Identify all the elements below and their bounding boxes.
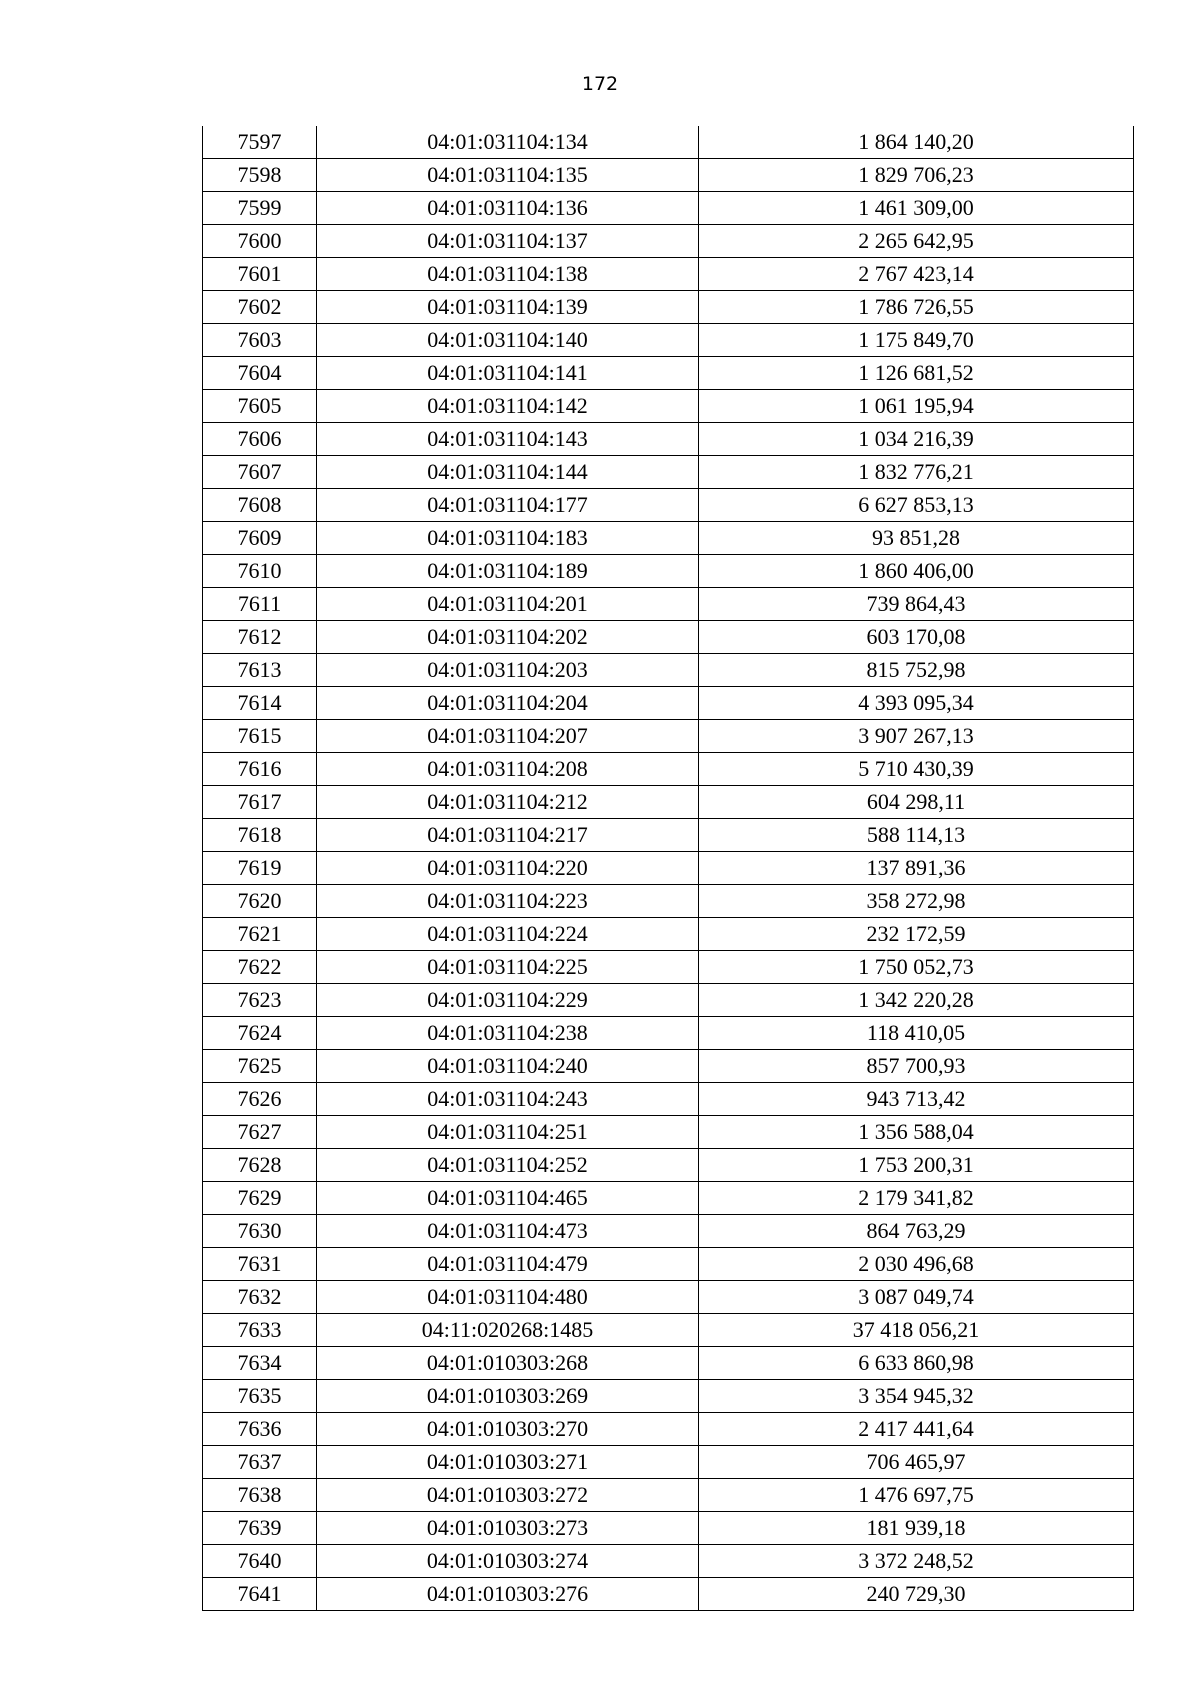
value-cell: 1 034 216,39 [699,423,1134,456]
table-row [203,984,1134,1017]
cadastral-number-cell: 04:01:031104:189 [317,555,699,588]
table-body [203,126,1134,1611]
table-row [203,1248,1134,1281]
cadastral-number-cell: 04:11:020268:1485 [317,1314,699,1347]
cadastral-number-cell: 04:01:031104:207 [317,720,699,753]
row-number-cell: 7624 [203,1017,317,1050]
cadastral-number-cell: 04:01:031104:201 [317,588,699,621]
row-number-cell: 7637 [203,1446,317,1479]
row-number-cell: 7638 [203,1479,317,1512]
value-cell: 603 170,08 [699,621,1134,654]
table-row [203,456,1134,489]
table-row [203,225,1134,258]
value-cell: 3 087 049,74 [699,1281,1134,1314]
row-number-cell: 7614 [203,687,317,720]
cadastral-number-cell: 04:01:031104:136 [317,192,699,225]
row-number-cell: 7609 [203,522,317,555]
row-number-cell: 7626 [203,1083,317,1116]
cadastral-number-cell: 04:01:031104:138 [317,258,699,291]
cadastral-number-cell: 04:01:031104:204 [317,687,699,720]
value-cell: 588 114,13 [699,819,1134,852]
value-cell: 739 864,43 [699,588,1134,621]
value-cell: 1 753 200,31 [699,1149,1134,1182]
value-cell: 2 767 423,14 [699,258,1134,291]
row-number-cell: 7601 [203,258,317,291]
table-row [203,1281,1134,1314]
table-row [203,192,1134,225]
row-number-cell: 7619 [203,852,317,885]
value-cell: 1 175 849,70 [699,324,1134,357]
cadastral-number-cell: 04:01:031104:140 [317,324,699,357]
cadastral-number-cell: 04:01:031104:465 [317,1182,699,1215]
table-row [203,357,1134,390]
cadastral-number-cell: 04:01:010303:270 [317,1413,699,1446]
row-number-cell: 7618 [203,819,317,852]
cadastral-number-cell: 04:01:010303:273 [317,1512,699,1545]
value-cell: 5 710 430,39 [699,753,1134,786]
cadastral-number-cell: 04:01:031104:137 [317,225,699,258]
cadastral-number-cell: 04:01:010303:272 [317,1479,699,1512]
value-cell: 2 265 642,95 [699,225,1134,258]
value-cell: 1 864 140,20 [699,126,1134,159]
value-cell: 1 342 220,28 [699,984,1134,1017]
row-number-cell: 7616 [203,753,317,786]
row-number-cell: 7633 [203,1314,317,1347]
cadastral-number-cell: 04:01:031104:220 [317,852,699,885]
cadastral-number-cell: 04:01:031104:144 [317,456,699,489]
row-number-cell: 7603 [203,324,317,357]
cadastral-number-cell: 04:01:031104:251 [317,1116,699,1149]
table-row [203,1116,1134,1149]
table-row [203,852,1134,885]
row-number-cell: 7629 [203,1182,317,1215]
row-number-cell: 7612 [203,621,317,654]
table-row [203,1446,1134,1479]
value-cell: 857 700,93 [699,1050,1134,1083]
cadastral-number-cell: 04:01:010303:274 [317,1545,699,1578]
value-cell: 1 829 706,23 [699,159,1134,192]
row-number-cell: 7608 [203,489,317,522]
value-cell: 1 750 052,73 [699,951,1134,984]
row-number-cell: 7615 [203,720,317,753]
table-row [203,786,1134,819]
row-number-cell: 7602 [203,291,317,324]
cadastral-number-cell: 04:01:031104:252 [317,1149,699,1182]
value-cell: 232 172,59 [699,918,1134,951]
table-row [203,588,1134,621]
cadastral-number-cell: 04:01:031104:240 [317,1050,699,1083]
table-row [203,126,1134,159]
table-row [203,1215,1134,1248]
row-number-cell: 7636 [203,1413,317,1446]
table-row [203,522,1134,555]
value-cell: 1 476 697,75 [699,1479,1134,1512]
value-cell: 1 126 681,52 [699,357,1134,390]
row-number-cell: 7598 [203,159,317,192]
row-number-cell: 7622 [203,951,317,984]
value-cell: 1 832 776,21 [699,456,1134,489]
cadastral-number-cell: 04:01:031104:238 [317,1017,699,1050]
value-cell: 2 030 496,68 [699,1248,1134,1281]
table-row [203,819,1134,852]
row-number-cell: 7606 [203,423,317,456]
value-cell: 1 860 406,00 [699,555,1134,588]
cadastral-number-cell: 04:01:031104:479 [317,1248,699,1281]
row-number-cell: 7600 [203,225,317,258]
cadastral-number-cell: 04:01:031104:224 [317,918,699,951]
cadastral-number-cell: 04:01:031104:143 [317,423,699,456]
cadastral-number-cell: 04:01:031104:142 [317,390,699,423]
table-row [203,951,1134,984]
table-row [203,918,1134,951]
cadastral-number-cell: 04:01:010303:271 [317,1446,699,1479]
value-cell: 1 356 588,04 [699,1116,1134,1149]
table-row [203,1545,1134,1578]
value-cell: 4 393 095,34 [699,687,1134,720]
value-cell: 1 786 726,55 [699,291,1134,324]
table-row [203,1017,1134,1050]
cadastral-number-cell: 04:01:031104:134 [317,126,699,159]
cadastral-number-cell: 04:01:031104:141 [317,357,699,390]
value-cell: 240 729,30 [699,1578,1134,1611]
table-row [203,1479,1134,1512]
row-number-cell: 7641 [203,1578,317,1611]
value-cell: 3 372 248,52 [699,1545,1134,1578]
table-row [203,489,1134,522]
table-row [203,291,1134,324]
row-number-cell: 7620 [203,885,317,918]
table-row [203,1050,1134,1083]
table-row [203,324,1134,357]
cadastral-number-cell: 04:01:031104:223 [317,885,699,918]
value-cell: 93 851,28 [699,522,1134,555]
value-cell: 864 763,29 [699,1215,1134,1248]
row-number-cell: 7639 [203,1512,317,1545]
table-row [203,1347,1134,1380]
row-number-cell: 7631 [203,1248,317,1281]
table-row [203,1182,1134,1215]
value-cell: 37 418 056,21 [699,1314,1134,1347]
cadastral-number-cell: 04:01:010303:276 [317,1578,699,1611]
value-cell: 706 465,97 [699,1446,1134,1479]
cadastral-number-cell: 04:01:031104:229 [317,984,699,1017]
row-number-cell: 7607 [203,456,317,489]
row-number-cell: 7610 [203,555,317,588]
cadastral-number-cell: 04:01:031104:177 [317,489,699,522]
row-number-cell: 7627 [203,1116,317,1149]
row-number-cell: 7613 [203,654,317,687]
value-cell: 943 713,42 [699,1083,1134,1116]
value-cell: 6 633 860,98 [699,1347,1134,1380]
value-cell: 604 298,11 [699,786,1134,819]
table-row [203,258,1134,291]
data-table [202,126,1134,1611]
row-number-cell: 7617 [203,786,317,819]
row-number-cell: 7630 [203,1215,317,1248]
table-row [203,687,1134,720]
table-row [203,1149,1134,1182]
cadastral-number-cell: 04:01:031104:243 [317,1083,699,1116]
value-cell: 6 627 853,13 [699,489,1134,522]
cadastral-number-cell: 04:01:031104:217 [317,819,699,852]
table-row [203,654,1134,687]
cadastral-number-cell: 04:01:010303:268 [317,1347,699,1380]
table-row [203,423,1134,456]
page-number: 172 [581,73,619,95]
cadastral-number-cell: 04:01:031104:135 [317,159,699,192]
cadastral-number-cell: 04:01:031104:225 [317,951,699,984]
cadastral-number-cell: 04:01:031104:139 [317,291,699,324]
value-cell: 2 179 341,82 [699,1182,1134,1215]
table-row [203,555,1134,588]
row-number-cell: 7621 [203,918,317,951]
row-number-cell: 7623 [203,984,317,1017]
table-row [203,720,1134,753]
row-number-cell: 7604 [203,357,317,390]
table-row [203,1083,1134,1116]
row-number-cell: 7597 [203,126,317,159]
cadastral-number-cell: 04:01:031104:203 [317,654,699,687]
table-row [203,621,1134,654]
value-cell: 181 939,18 [699,1512,1134,1545]
table-row [203,1512,1134,1545]
row-number-cell: 7611 [203,588,317,621]
cadastral-number-cell: 04:01:031104:202 [317,621,699,654]
row-number-cell: 7632 [203,1281,317,1314]
cadastral-number-cell: 04:01:010303:269 [317,1380,699,1413]
row-number-cell: 7634 [203,1347,317,1380]
table-row [203,753,1134,786]
cadastral-number-cell: 04:01:031104:212 [317,786,699,819]
value-cell: 358 272,98 [699,885,1134,918]
value-cell: 137 891,36 [699,852,1134,885]
table-row [203,159,1134,192]
value-cell: 1 461 309,00 [699,192,1134,225]
table-row [203,1578,1134,1611]
cadastral-number-cell: 04:01:031104:208 [317,753,699,786]
value-cell: 2 417 441,64 [699,1413,1134,1446]
value-cell: 815 752,98 [699,654,1134,687]
cadastral-number-cell: 04:01:031104:473 [317,1215,699,1248]
value-cell: 3 907 267,13 [699,720,1134,753]
row-number-cell: 7640 [203,1545,317,1578]
row-number-cell: 7628 [203,1149,317,1182]
cadastral-number-cell: 04:01:031104:480 [317,1281,699,1314]
table-row [203,1413,1134,1446]
row-number-cell: 7625 [203,1050,317,1083]
table-row [203,1314,1134,1347]
table-row [203,390,1134,423]
cadastral-number-cell: 04:01:031104:183 [317,522,699,555]
value-cell: 3 354 945,32 [699,1380,1134,1413]
table-row [203,1380,1134,1413]
row-number-cell: 7635 [203,1380,317,1413]
value-cell: 1 061 195,94 [699,390,1134,423]
row-number-cell: 7599 [203,192,317,225]
value-cell: 118 410,05 [699,1017,1134,1050]
row-number-cell: 7605 [203,390,317,423]
table-row [203,885,1134,918]
